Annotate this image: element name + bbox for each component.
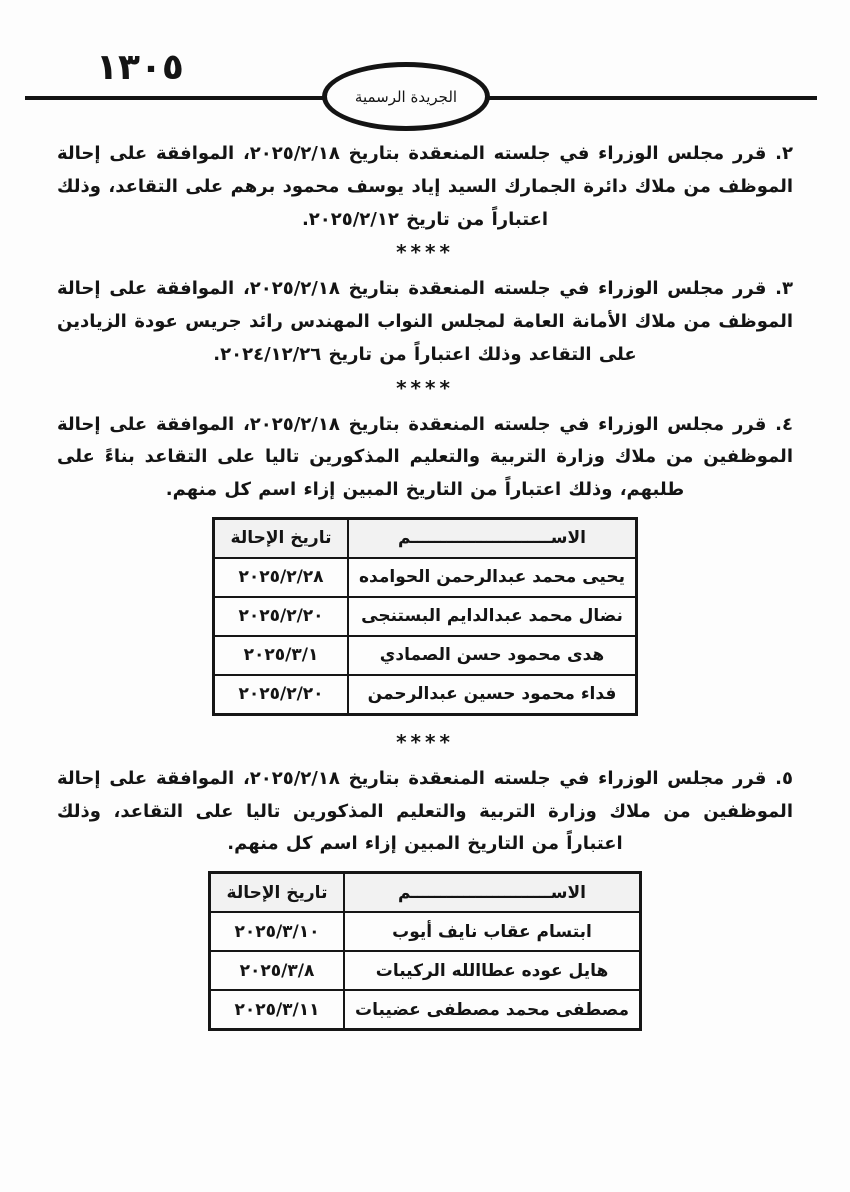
referral-date-column-header: تاريخ الإحالة xyxy=(210,873,345,913)
referral-date: ٢٠٢٥/٣/٨ xyxy=(210,951,345,990)
table-row xyxy=(210,951,641,990)
referral-date: ٢٠٢٥/٣/١ xyxy=(214,636,349,675)
table-row xyxy=(214,675,637,715)
table-row xyxy=(214,636,637,675)
decision-paragraph-3: ٣. قرر مجلس الوزراء في جلسته المنعقدة بتاريخ ٢٠٢٥/٢/١٨، الموافقة على إحالة الموظف من ملاك الأمانة العامة لمجلس النواب المهندس رائد جريس عودة الزيادين على التقاعد وذلك اعتباراً من تاريخ ٢٠٢٤/١٢/٢٦. xyxy=(57,278,793,365)
referral-date: ٢٠٢٥/٣/١١ xyxy=(210,990,345,1030)
referral-date: ٢٠٢٥/٣/١٠ xyxy=(210,912,345,951)
table-row xyxy=(210,912,641,951)
table-row xyxy=(214,558,637,597)
name-column-header: الاســــــــــــــــــــــــم xyxy=(348,518,636,558)
section-separator: **** xyxy=(396,240,454,265)
employee-name: نضال محمد عبدالدايم البستنجى xyxy=(348,597,636,636)
table-row xyxy=(214,597,637,636)
employee-name: يحيى محمد عبدالرحمن الحوامده xyxy=(348,558,636,597)
gazette-title-ellipse xyxy=(322,62,490,131)
employee-name: ابتسام عقاب نايف أيوب xyxy=(344,912,641,951)
referral-date: ٢٠٢٥/٢/٢٠ xyxy=(214,597,349,636)
table-header-row xyxy=(214,518,637,558)
retirement-table-1 xyxy=(212,517,638,716)
decision-paragraph-5: ٥. قرر مجلس الوزراء في جلسته المنعقدة بتاريخ ٢٠٢٥/٢/١٨، الموافقة على إحالة الموظفين من ملاك وزارة التربية والتعليم المذكورين تاليا على التقاعد، وذلك اعتباراً من التاريخ المبين إزاء اسم كل منهم. xyxy=(57,767,793,855)
referral-date: ٢٠٢٥/٢/٢٨ xyxy=(214,558,349,597)
masthead xyxy=(0,0,850,138)
gazette-title: الجريدة الرسمية xyxy=(354,87,458,106)
decision-paragraph-2: ٢. قرر مجلس الوزراء في جلسته المنعقدة بتاريخ ٢٠٢٥/٢/١٨، الموافقة على إحالة الموظف من ملاك دائرة الجمارك السيد إياد يوسف محمود برهم على التقاعد، وذلك اعتباراً من تاريخ ٢٠٢٥/٢/١٢. xyxy=(57,143,793,230)
referral-date-column-header: تاريخ الإحالة xyxy=(214,518,349,558)
decision-paragraph-4: ٤. قرر مجلس الوزراء في جلسته المنعقدة بتاريخ ٢٠٢٥/٢/١٨، الموافقة على إحالة الموظفين من ملاك وزارة التربية والتعليم المذكورين تاليا على التقاعد بناءً على طلبهم، وذلك اعتباراً من التاريخ المبين إزاء اسم كل منهم. xyxy=(57,413,793,500)
retirement-table-2 xyxy=(208,871,642,1031)
page-number: ١٣٠٥ xyxy=(96,47,184,88)
table-header-row xyxy=(210,873,641,913)
employee-name: فداء محمود حسين عبدالرحمن xyxy=(348,675,636,715)
employee-name: هايل عوده عطاالله الركيبات xyxy=(344,951,641,990)
section-separator: **** xyxy=(396,375,454,400)
referral-date: ٢٠٢٥/٢/٢٠ xyxy=(214,675,349,715)
section-separator: **** xyxy=(396,729,454,754)
employee-name: مصطفى محمد مصطفى عضيبات xyxy=(344,990,641,1030)
employee-name: هدى محمود حسن الصمادي xyxy=(348,636,636,675)
table-row xyxy=(210,990,641,1030)
name-column-header: الاســــــــــــــــــــــــم xyxy=(344,873,641,913)
page-content xyxy=(0,138,850,1031)
